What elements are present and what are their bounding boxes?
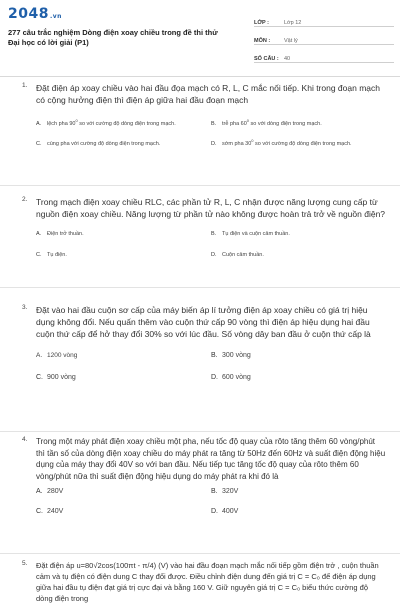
page-header	[0, 0, 400, 60]
answer-option[interactable]	[211, 140, 386, 148]
option-letter: B.	[211, 488, 218, 495]
answer-options	[36, 488, 386, 516]
option-text-part: so với cường độ dòng điện trong mạch.	[77, 121, 176, 127]
answer-option[interactable]	[36, 352, 211, 360]
option-text-part: sớm pha 30	[222, 141, 252, 147]
option-text: 280V	[47, 488, 64, 495]
option-letter: C.	[36, 508, 43, 515]
option-letter: D.	[211, 141, 217, 147]
answer-option[interactable]	[211, 488, 386, 496]
meta-row-subject	[254, 30, 394, 45]
option-text-part: so với cường độ dòng điện trong mạch.	[253, 141, 352, 147]
question-item	[0, 288, 400, 432]
degree-sup: 0	[246, 118, 250, 124]
option-text-part: so với dòng điện trong mạch.	[249, 121, 322, 127]
answer-option[interactable]	[36, 374, 211, 382]
logo-suffix: .vn	[49, 13, 62, 20]
answer-option[interactable]	[211, 374, 386, 382]
logo-text: 2048	[8, 6, 49, 22]
option-letter: A.	[36, 352, 43, 359]
option-text: Tụ điện và cuộn cảm thuần.	[222, 231, 290, 237]
option-text: 1200 vòng	[47, 352, 78, 359]
question-text: Đặt điện áp xoay chiều vào hai đầu đọa mạch có R, L, C mắc nối tiếp. Khi trong đoạn mạch có cộng hưởng điện thì điện áp giữa hai đầu đoạn mạch	[36, 83, 380, 105]
option-text-part: cùng pha với cường độ dòng điện trong mạch.	[47, 141, 161, 147]
question-number: 1.	[22, 82, 28, 89]
question-item	[0, 80, 400, 186]
degree-sup: 0	[251, 138, 254, 144]
question-item	[0, 186, 400, 288]
document-title: 277 câu trắc nghiệm Dòng điện xoay chiều trong đề thi thử Đại học có lời giải (P1)	[8, 28, 218, 47]
option-letter: C.	[36, 252, 42, 258]
question-number: 5.	[22, 560, 28, 567]
site-logo[interactable]	[8, 6, 62, 22]
option-text: 400V	[222, 508, 239, 515]
option-text: 300 vòng	[222, 352, 251, 359]
question-item	[0, 432, 400, 554]
option-letter: B.	[211, 121, 217, 127]
meta-value: Lớp 12	[284, 20, 302, 26]
option-letter: C.	[36, 141, 42, 147]
question-text: Đặt vào hai đầu cuộn sơ cấp của máy biến áp lí tưởng điện áp xoay chiều có giá trị hiệu dụng không đổi. Nếu quấn thêm vào cuộn thứ cấp 90 vòng thì điện áp hiệu dụng hai đầu cuộn thứ cấp để hở thay đổi 30% so với lúc đầu. Số vòng dây ban đầu ở cuộn thứ cấp là	[36, 305, 371, 339]
option-text	[47, 120, 203, 128]
option-text: 600 vòng	[222, 374, 251, 381]
answer-option[interactable]	[211, 230, 386, 238]
option-text	[222, 140, 378, 148]
option-letter: B.	[211, 231, 217, 237]
option-text-part: trễ pha 60	[222, 121, 247, 127]
answer-option[interactable]	[211, 120, 386, 128]
question-text: Trong mạch điện xoay chiều RLC, các phần tử R, L, C nhận được năng lượng cung cấp từ nguồn điện xoay chiều. Năng lượng từ phần tử nào không được hoàn trả trở về nguồn điện?	[36, 197, 386, 219]
option-letter: C.	[36, 374, 43, 381]
option-text: 900 vòng	[47, 374, 76, 381]
option-text-part: lệch pha 90	[47, 121, 76, 127]
option-text: Tụ điện.	[47, 252, 67, 258]
question-text: Đặt điện áp u=80√2cos(100πt - π/4) (V) vào hai đầu đoạn mạch mắc nối tiếp gồm điện trở , cuộn thuần cảm và tụ điện có điện dung C thay đổi được. Điều chỉnh điện dung đến giá trị C = C₀ để điện áp dụng giữa hai đầu tụ điện đạt giá trị cực đại và bằng 160 V. Giữ nguyên giá trị C = C₀ biểu thức cường độ dòng điện trong	[36, 561, 379, 603]
option-letter: A.	[36, 488, 43, 495]
question-number: 4.	[22, 436, 28, 443]
option-letter: D.	[211, 508, 218, 515]
option-text: Cuộn cảm thuần.	[222, 252, 264, 258]
option-letter: B.	[211, 352, 218, 359]
option-text: 320V	[222, 488, 239, 495]
header-divider	[0, 76, 400, 77]
meta-label: SỐ CÂU :	[254, 56, 279, 62]
question-number: 2.	[22, 196, 28, 203]
answer-option[interactable]	[36, 251, 211, 259]
answer-options	[36, 120, 386, 148]
question-text: Trong một máy phát điện xoay chiều một pha, nếu tốc độ quay của rôto tăng thêm 60 vòng/phút thì tần số của dòng điện xoay chiều do máy phát ra tăng từ 50Hz đến 60Hz và suất điện động hiệu dụng của máy thay đổi 40V so với ban đầu. Nếu tiếp tục tăng tốc độ quay của rôto thêm 60 vòng/phút nữa thì suất điện động hiệu dụng do máy phát ra khi đó là	[36, 437, 386, 481]
option-letter: A.	[36, 121, 42, 127]
answer-option[interactable]	[36, 140, 211, 148]
document-meta	[254, 12, 394, 66]
answer-option[interactable]	[211, 352, 386, 360]
answer-option[interactable]	[36, 120, 211, 128]
question-item	[0, 554, 400, 614]
meta-label: LỚP :	[254, 20, 269, 26]
answer-options	[36, 230, 386, 259]
answer-options	[36, 352, 386, 382]
meta-value: 40	[284, 56, 291, 62]
answer-option[interactable]	[36, 230, 211, 238]
option-text	[222, 120, 378, 128]
question-list	[0, 80, 400, 614]
meta-row-count	[254, 48, 394, 63]
option-text: 240V	[47, 508, 64, 515]
answer-option[interactable]	[211, 508, 386, 516]
answer-option[interactable]	[36, 488, 211, 496]
meta-row-class	[254, 12, 394, 27]
option-letter: A.	[36, 231, 42, 237]
answer-option[interactable]	[36, 508, 211, 516]
option-text	[47, 140, 203, 148]
option-text: Điện trở thuần.	[47, 231, 84, 237]
option-letter: D.	[211, 252, 217, 258]
option-letter: D.	[211, 374, 218, 381]
question-number: 3.	[22, 304, 28, 311]
meta-value: Vật lý	[284, 38, 298, 44]
meta-label: MÔN :	[254, 38, 271, 44]
answer-option[interactable]	[211, 251, 386, 259]
degree-sup: 0	[75, 118, 78, 124]
